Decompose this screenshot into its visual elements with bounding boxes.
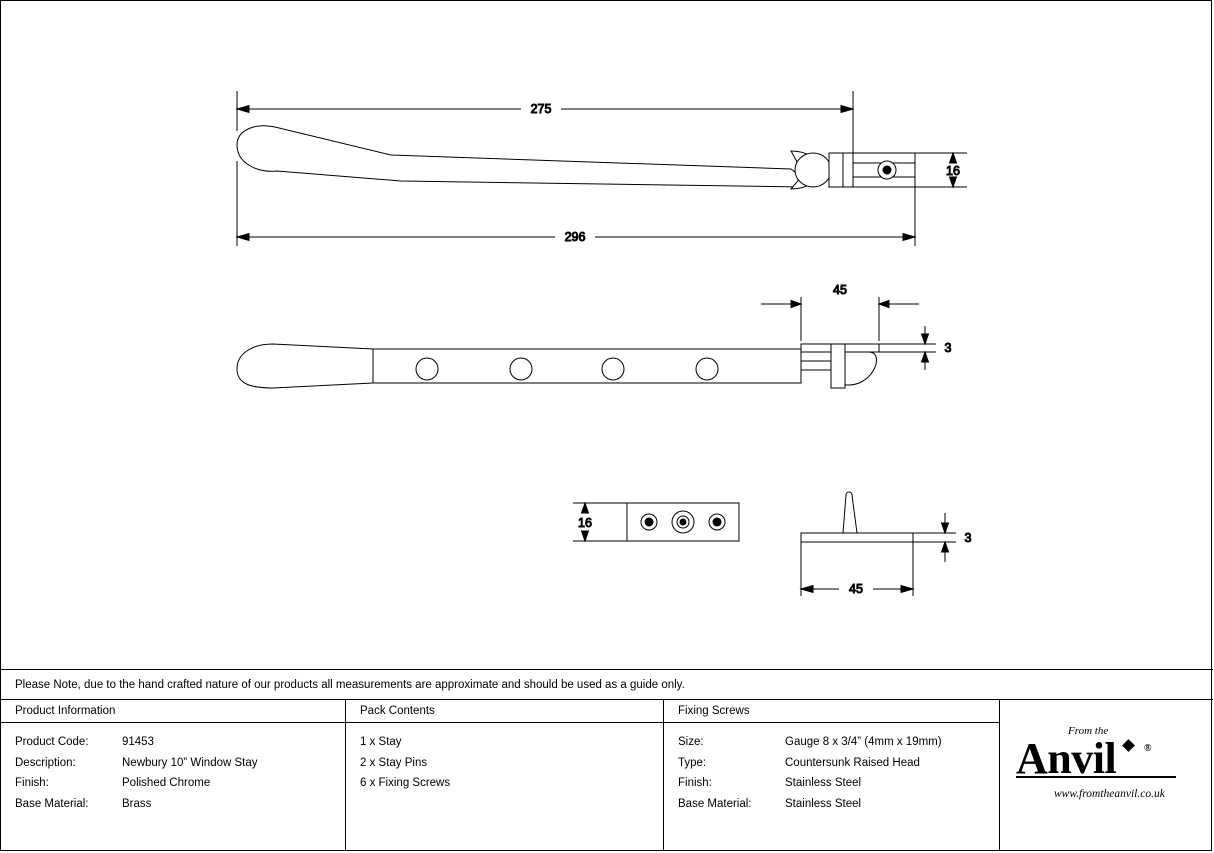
table-row <box>678 794 999 815</box>
screw-base-material-value: Stainless Steel <box>785 797 862 810</box>
view-plan <box>237 344 879 388</box>
finish-label: Finish: <box>15 777 49 789</box>
screw-finish-value: Stainless Steel <box>785 777 862 789</box>
table-row <box>678 753 999 774</box>
info-tables <box>1 700 1213 851</box>
table-row <box>15 773 345 794</box>
technical-drawing-area <box>1 1 1213 670</box>
fixing-screws-header: Fixing Screws <box>664 700 999 723</box>
view-side-elevation <box>237 126 915 189</box>
view-pin-elevation <box>801 492 913 542</box>
table-row <box>15 794 345 815</box>
dim-label-275: 275 <box>530 102 552 116</box>
product-information-header: Product Information <box>1 700 345 723</box>
list-item <box>360 753 663 774</box>
company-logo <box>1000 700 1213 851</box>
dim-label-45-top: 45 <box>833 283 847 297</box>
drawing-svg <box>1 1 1213 670</box>
screw-type-label: Type: <box>678 756 707 769</box>
screw-finish-label: Finish: <box>678 777 712 789</box>
logo-website-url: www.fromtheanvil.co.uk <box>1054 788 1165 800</box>
dim-45-top <box>761 283 919 341</box>
table-row <box>15 732 345 753</box>
pack-contents-item-2: 2 x Stay Pins <box>360 756 428 769</box>
screw-size-label: Size: <box>678 736 704 748</box>
svg-text:®: ® <box>1144 743 1151 754</box>
brand-logo-column <box>1000 700 1213 851</box>
dim-label-296: 296 <box>564 230 586 244</box>
description-value: Newbury 10” Window Stay <box>122 756 258 769</box>
table-row <box>15 753 345 774</box>
dim-label-3-plan: 3 <box>944 341 952 355</box>
pack-contents-column <box>346 700 664 851</box>
description-label: Description: <box>15 756 76 769</box>
dim-16-right <box>915 153 967 187</box>
svg-text:Anvil: Anvil <box>1016 737 1117 781</box>
pack-contents-item-1: 1 x Stay <box>360 736 402 748</box>
screw-base-material-label: Base Material: <box>678 797 752 810</box>
list-item <box>360 732 663 753</box>
fixing-screws-column <box>664 700 1000 851</box>
view-pin-plate <box>627 503 739 541</box>
screw-size-value: Gauge 8 x 3/4” (4mm x 19mm) <box>785 736 942 748</box>
product-information-column <box>1 700 346 851</box>
product-code-value: 91453 <box>122 736 154 748</box>
pack-contents-item-3: 6 x Fixing Screws <box>360 777 451 789</box>
logo-brand-text <box>1016 737 1198 788</box>
dim-3-pin <box>913 513 972 562</box>
product-code-label: Product Code: <box>15 736 89 748</box>
dim-3-plan <box>879 326 952 370</box>
dim-label-16-right: 16 <box>946 164 960 178</box>
dim-45-bottom <box>801 542 913 596</box>
table-row <box>678 732 999 753</box>
anvil-wordmark-icon <box>1016 737 1198 781</box>
dim-16-left <box>573 503 627 541</box>
measurement-note: Please Note, due to the hand crafted nature of our products all measurements are approximate and should be used as a guide only. <box>1 670 1213 700</box>
table-row <box>678 773 999 794</box>
base-material-label: Base Material: <box>15 797 89 810</box>
logo-from-the-text: From the <box>1068 725 1109 737</box>
dim-label-3-pin: 3 <box>964 531 972 545</box>
finish-value: Polished Chrome <box>122 777 211 789</box>
dim-label-45-bottom: 45 <box>849 582 863 596</box>
base-material-value: Brass <box>122 797 152 810</box>
screw-type-value: Countersunk Raised Head <box>785 756 920 769</box>
list-item <box>360 773 663 794</box>
dim-label-16-left: 16 <box>578 516 592 530</box>
pack-contents-header: Pack Contents <box>346 700 663 723</box>
